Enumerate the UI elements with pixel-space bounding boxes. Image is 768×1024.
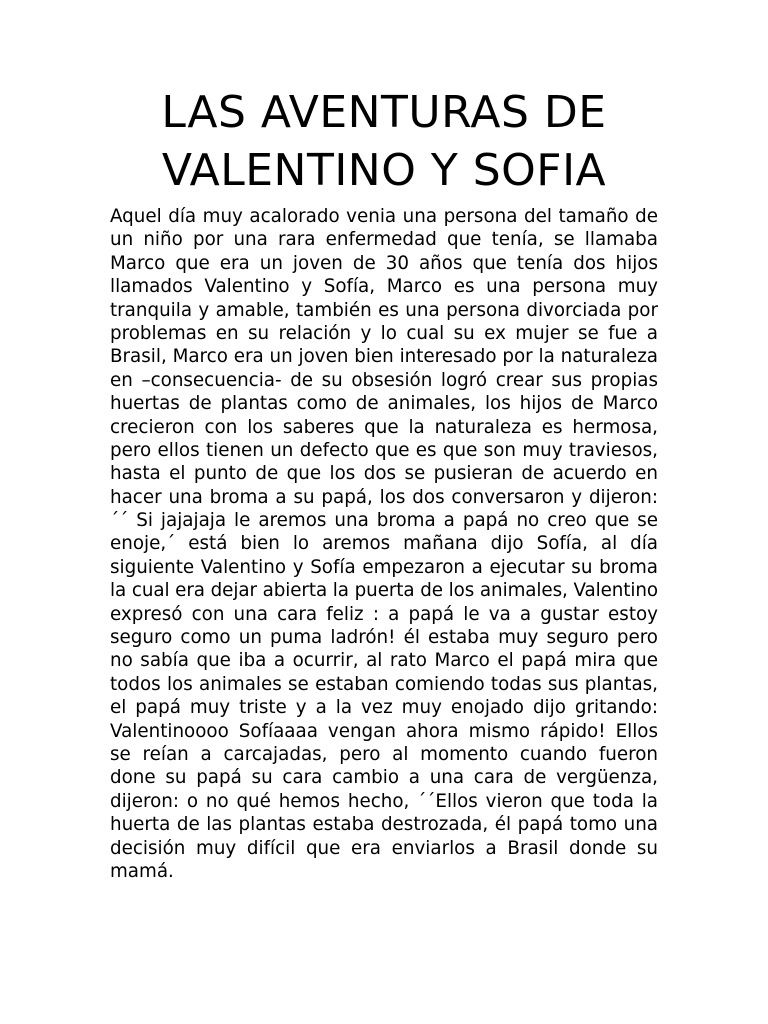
paragraph-line: tranquila y amable, también es una persona divorciada por — [110, 299, 658, 321]
paragraph-line: un niño por una rara enfermedad que tenía, se llamaba — [110, 229, 658, 251]
paragraph-line: dijeron: o no qué hemos hecho, ´´Ellos vieron que toda la — [110, 790, 658, 812]
paragraph-line: todos los animales se estaban comiendo todas sus plantas, — [110, 673, 658, 695]
paragraph-line: huerta de las plantas estaba destrozada, él papá tomo una — [110, 814, 658, 836]
paragraph-line: mamá. — [110, 860, 174, 882]
title-line-1: LAS AVENTURAS DE — [161, 87, 607, 138]
paragraph-line: done su papá su cara cambio a una cara de vergüenza, — [110, 767, 658, 789]
paragraph-line: en –consecuencia- de su obsesión logró crear sus propias — [110, 369, 658, 391]
document-title — [60, 84, 708, 200]
paragraph-line: Brasil, Marco era un joven bien interesado por la naturaleza — [110, 346, 658, 368]
paragraph-line: pero ellos tienen un defecto que es que son muy traviesos, — [110, 439, 658, 461]
paragraph-line: huertas de plantas como de animales, los hijos de Marco — [110, 393, 658, 415]
paragraph-line: no sabía que iba a ocurrir, al rato Marco el papá mira que — [110, 650, 658, 672]
title-line-2: VALENTINO Y SOFIA — [161, 145, 607, 196]
paragraph-line: decisión muy difícil que era enviarlos a Brasil donde su — [110, 837, 658, 859]
paragraph-line: llamados Valentino y Sofía, Marco es una persona muy — [110, 276, 658, 298]
paragraph-line: problemas en su relación y lo cual su ex mujer se fue a — [110, 322, 658, 344]
paragraph-line: se reían a carcajadas, pero al momento cuando fueron — [110, 743, 658, 765]
paragraph-line: la cual era dejar abierta la puerta de los animales, Valentino — [110, 580, 658, 602]
paragraph-line: Aquel día muy acalorado venia una persona del tamaño de — [110, 206, 658, 227]
paragraph-line: el papá muy triste y a la vez muy enojado dijo gritando: — [110, 697, 658, 719]
paragraph-line: Marco que era un joven de 30 años que tenía dos hijos — [110, 252, 658, 274]
paragraph-line: hacer una broma a su papá, los dos conversaron y dijeron: — [110, 486, 658, 508]
paragraph-line: siguiente Valentino y Sofía empezaron a ejecutar su broma — [110, 556, 658, 578]
paragraph-line: ´´ Si jajajaja le aremos una broma a papá no creo que se — [110, 510, 658, 532]
paragraph-line: seguro como un puma ladrón! él estaba muy seguro pero — [110, 627, 658, 649]
paragraph-line: Valentinoooo Sofíaaaa vengan ahora mismo rápido! Ellos — [110, 720, 658, 742]
story-paragraph — [110, 205, 658, 883]
paragraph-line: crecieron con los saberes que la naturaleza es hermosa, — [110, 416, 658, 438]
paragraph-line: expresó con una cara feliz : a papá le va a gustar estoy — [110, 603, 658, 625]
paragraph-line: enoje,´ está bien lo aremos mañana dijo Sofía, al día — [110, 533, 658, 555]
paragraph-line: hasta el punto de que los dos se pusieran de acuerdo en — [110, 463, 658, 485]
